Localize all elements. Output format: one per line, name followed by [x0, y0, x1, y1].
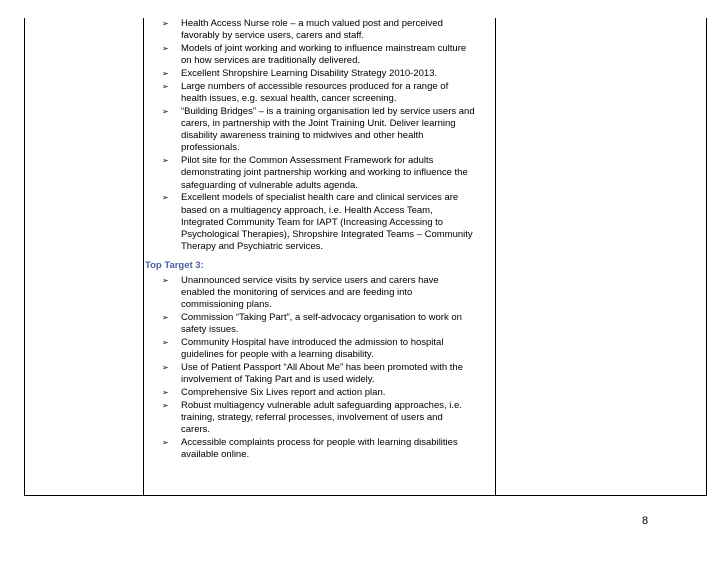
arrow-bullet-icon: ➢	[162, 19, 169, 28]
list-item-line: Models of joint working and working to influence mainstream culture	[181, 43, 467, 54]
arrow-bullet-icon: ➢	[162, 312, 169, 322]
list-item-line: Pilot site for the Common Assessment Framework for adults	[181, 155, 434, 167]
arrow-bullet-icon: ➢	[162, 193, 169, 203]
arrow-bullet-icon: ➢	[162, 275, 169, 285]
list-item-line: favorably by service users, carers and staff.	[181, 30, 365, 42]
content-table	[24, 18, 707, 496]
list-item-line: training, strategy, referral processes, involvement of users and	[181, 411, 443, 423]
list-item	[145, 155, 495, 192]
bullet-list-top-target-3	[145, 275, 495, 462]
list-item-line: Comprehensive Six Lives report and action plan.	[181, 386, 386, 398]
arrow-bullet-icon: ➢	[162, 81, 169, 91]
list-item	[145, 106, 495, 155]
list-item-line: carers.	[181, 424, 211, 436]
arrow-bullet-icon: ➢	[162, 437, 169, 447]
middle-cell	[145, 18, 495, 462]
list-item-line: available online.	[181, 449, 250, 461]
list-item-line: Large numbers of accessible resources produced for a range of	[181, 80, 449, 92]
list-item	[145, 312, 495, 336]
list-item-line: Excellent models of specialist health care and clinical services are	[181, 192, 459, 204]
list-item-line: on how services are traditionally delivered.	[181, 55, 361, 67]
list-item-line: Excellent Shropshire Learning Disability Strategy 2010-2013.	[181, 68, 438, 79]
list-item-line: Psychological Therapies), Shropshire Integrated Teams – Community	[181, 229, 473, 241]
list-item	[145, 387, 495, 399]
list-item-line: disability awareness training to midwives and other health	[181, 130, 424, 142]
list-item-line: Robust multiagency vulnerable adult safeguarding approaches, i.e.	[181, 399, 462, 411]
bullet-list-achievements	[145, 18, 495, 253]
list-item	[145, 400, 495, 437]
list-item-line: health issues, e.g. sexual health, cancer screening.	[181, 93, 397, 104]
list-item-line: safeguarding of vulnerable adults agenda.	[181, 179, 358, 191]
list-item	[145, 81, 495, 105]
list-item-line: guidelines for people with a learning disability.	[181, 349, 374, 361]
list-item-line: professionals.	[181, 142, 240, 154]
arrow-bullet-icon: ➢	[162, 337, 169, 347]
arrow-bullet-icon: ➢	[162, 69, 169, 78]
list-item-line: involvement of Taking Part and is used widely.	[181, 374, 375, 386]
list-item-line: Unannounced service visits by service users and carers have	[181, 274, 439, 286]
list-item	[145, 43, 495, 67]
list-item-line: Accessible complaints process for people with learning disabilities	[181, 436, 458, 448]
list-item-line: enabled the monitoring of services and are feeding into	[181, 286, 413, 298]
list-item-line: commissioning plans.	[181, 299, 272, 311]
arrow-bullet-icon: ➢	[162, 400, 169, 410]
arrow-bullet-icon: ➢	[162, 106, 169, 116]
list-item-line: Integrated Community Team for IAPT (Increasing Accessing to	[181, 216, 444, 228]
column-divider-right	[495, 18, 496, 495]
arrow-bullet-icon: ➢	[162, 387, 169, 397]
page-number: 8	[642, 515, 649, 527]
arrow-bullet-icon: ➢	[162, 44, 169, 53]
list-item-line: safety issues.	[181, 324, 239, 336]
list-item-line: Community Hospital have introduced the admission to hospital	[181, 336, 444, 348]
arrow-bullet-icon: ➢	[162, 362, 169, 372]
column-divider-left	[143, 18, 144, 495]
section-heading: Top Target 3:	[145, 260, 204, 272]
list-item	[145, 68, 495, 80]
list-item	[145, 275, 495, 312]
list-item-line: demonstrating joint partnership working and working to influence the	[181, 167, 468, 179]
list-item	[145, 337, 495, 361]
list-item	[145, 437, 495, 461]
list-item-line: Commission “Taking Part”, a self-advocacy organisation to work on	[181, 311, 462, 323]
list-item-line: based on a multiagency approach, i.e. Health Access Team,	[181, 204, 433, 216]
list-item-line: Health Access Nurse role – a much valued post and perceived	[181, 18, 443, 29]
list-item	[145, 192, 495, 253]
list-item-line: Use of Patient Passport “All About Me” has been promoted with the	[181, 361, 463, 373]
arrow-bullet-icon: ➢	[162, 156, 169, 166]
list-item	[145, 18, 495, 42]
list-item	[145, 362, 495, 386]
list-item-line: carers, in partnership with the Joint Training Unit. Deliver learning	[181, 118, 456, 129]
list-item-line: “Building Bridges” – is a training organisation led by service users and	[181, 105, 475, 117]
list-item-line: Therapy and Psychiatric services.	[181, 241, 324, 253]
